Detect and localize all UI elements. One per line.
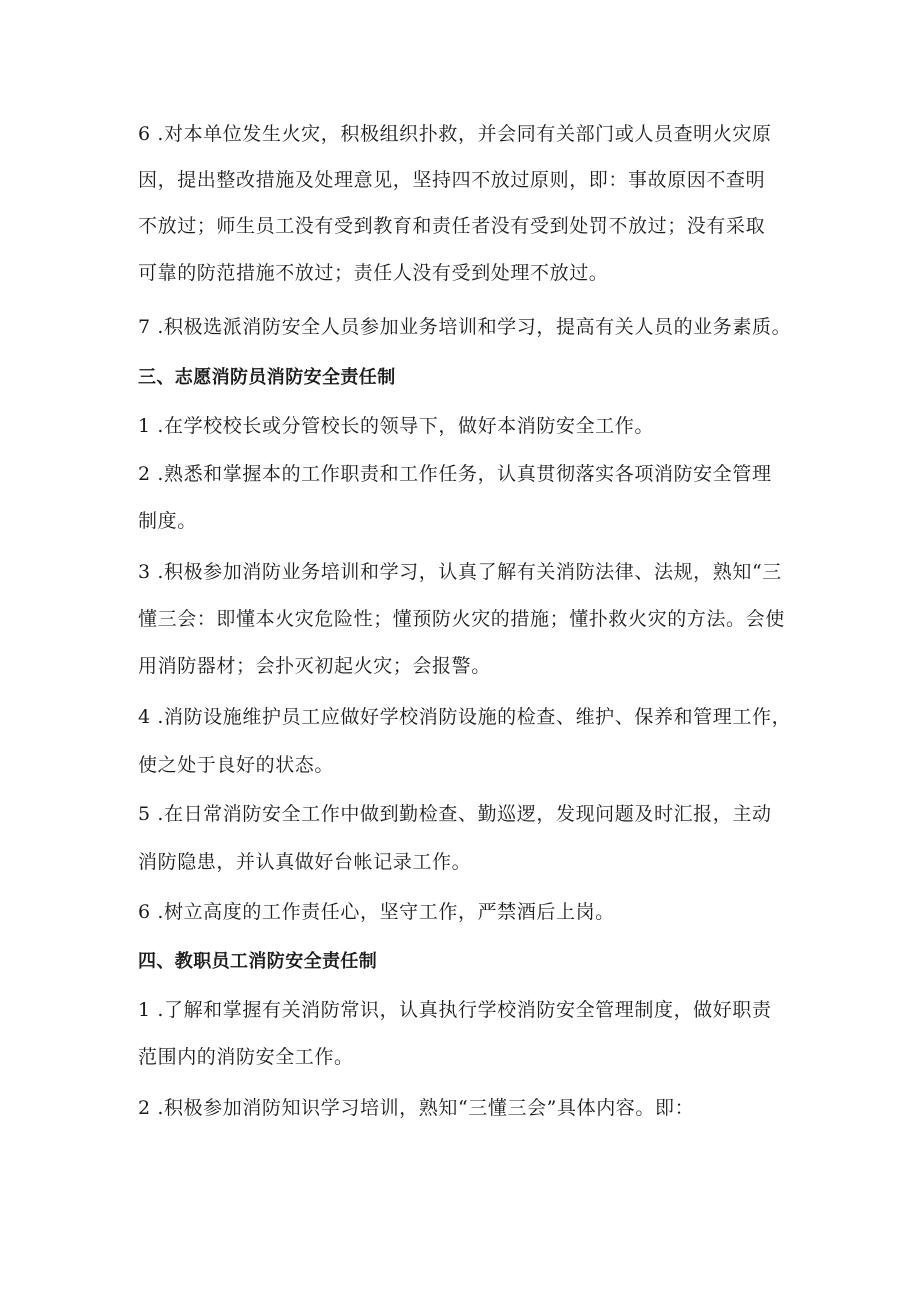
s3-item-3-line-3: 用消防器材；会扑灭初起火灾；会报警。 — [138, 655, 491, 677]
s3-item-4-line-2: 使之处于良好的状态。 — [138, 754, 335, 776]
s4-item-2-line-1: 2 .积极参加消防知识学习培训，熟知“三懂三会”具体内容。即： — [138, 1097, 695, 1119]
s4-item-1-line-1: 1 .了解和掌握有关消防常识，认真执行学校消防安全管理制度，做好职责 — [138, 999, 772, 1021]
s3-item-3-line-1: 3 .积极参加消防业务培训和学习，认真了解有关消防法律、法规，熟知“三 — [138, 561, 782, 583]
section-3-heading: 三、志愿消防员消防安全责任制 — [138, 367, 396, 388]
section-4-heading: 四、教职员工消防安全责任制 — [138, 951, 378, 972]
s3-item-3-line-2: 懂三会：即懂本火灾危险性；懂预防火灾的措施；懂扑救火灾的方法。会使 — [138, 608, 785, 630]
s4-item-1-line-2: 范围内的消防安全工作。 — [138, 1046, 354, 1068]
s3-item-1-line-1: 1 .在学校校长或分管校长的领导下，做好本消防安全工作。 — [138, 415, 654, 437]
item-6-line-2: 因，提出整改措施及处理意见，坚持四不放过原则，即：事故原因不查明 — [138, 169, 766, 191]
s3-item-2-line-1: 2 .熟悉和掌握本的工作职责和工作任务，认真贯彻落实各项消防安全管理 — [138, 463, 772, 485]
item-7-line-1: 7 .积极选派消防安全人员参加业务培训和学习，提高有关人员的业务素质。 — [138, 316, 792, 338]
s3-item-5-line-1: 5 .在日常消防安全工作中做到勤检查、勤巡逻，发现问题及时汇报，主动 — [138, 803, 772, 825]
s3-item-5-line-2: 消防隐患，并认真做好台帐记录工作。 — [138, 851, 472, 873]
s3-item-4-line-1: 4 .消防设施维护员工应做好学校消防设施的检查、维护、保养和管理工作， — [138, 706, 792, 728]
s3-item-2-line-2: 制度。 — [138, 510, 197, 532]
s3-item-6-line-1: 6 .树立高度的工作责任心，坚守工作，严禁酒后上岗。 — [138, 901, 615, 923]
item-6-line-3: 不放过；师生员工没有受到教育和责任者没有受到处罚不放过；没有采取 — [138, 215, 766, 237]
item-6-line-1: 6 .对本单位发生火灾，积极组织扑救，并会同有关部门或人员查明火灾原 — [138, 123, 772, 145]
item-6-line-4: 可靠的防范措施不放过；责任人没有受到处理不放过。 — [138, 262, 609, 284]
